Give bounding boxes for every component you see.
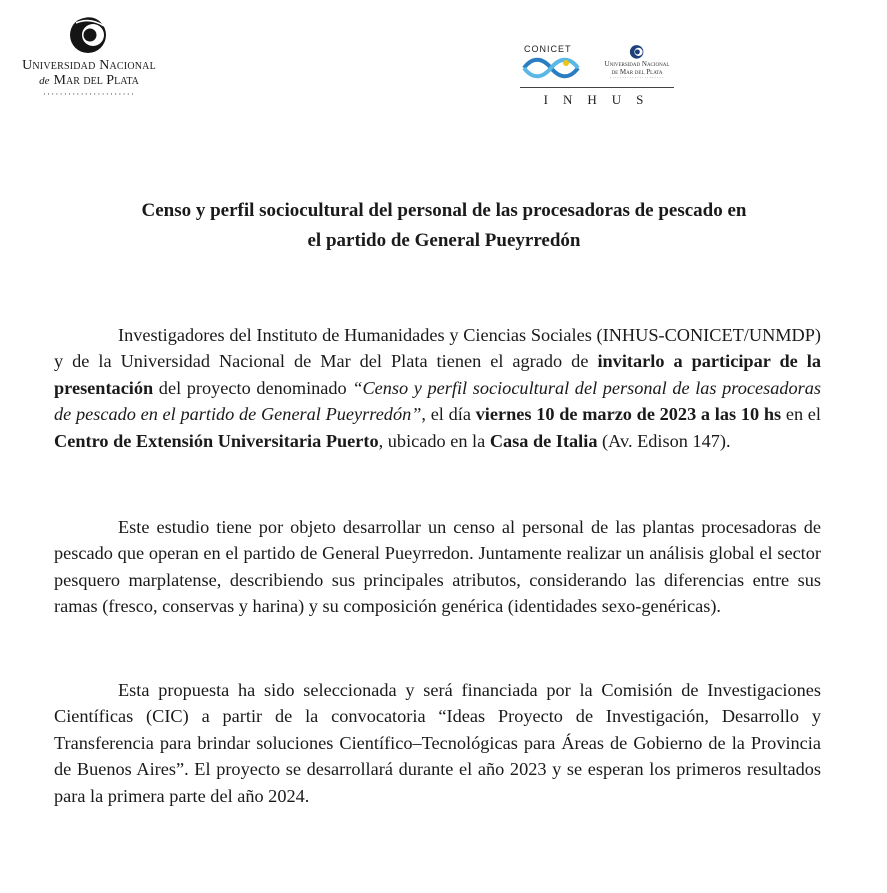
p1-text-1: Investigadores del Instituto de Humanidades y Ciencias Sociales (INHUS-CONICET/UNMDP) y de la Universidad Nacional de Mar del Plata tienen el agrado de — [54, 325, 821, 372]
p1-text-6: (Av. Edison 147). — [597, 430, 731, 451]
paragraph-objective — [54, 514, 821, 620]
unmdp-name-line1: Universidad Nacional — [22, 58, 156, 73]
document-title — [40, 196, 848, 256]
unmdp-name-line2 — [8, 73, 170, 89]
p1-bold-date: viernes 10 de marzo de 2023 a las 10 hs — [475, 404, 782, 425]
mini-unmdp-logo — [596, 44, 678, 81]
mini-unmdp-emblem-icon — [629, 44, 645, 59]
unmdp-name-de: de — [39, 75, 50, 87]
p1-project-name: “Censo y perfil sociocultural del personal de las procesadoras de pescado en el partido de General Pueyrredón” — [54, 377, 822, 425]
p1-text-3: , el día — [421, 404, 476, 425]
unmdp-logo — [8, 14, 170, 98]
p1-text-4: en el — [781, 404, 822, 425]
unmdp-emblem-icon — [68, 14, 110, 54]
title-line1: Censo y perfil sociocultural del personal de las procesadoras de pescado en — [141, 200, 747, 221]
p3-text: Esta propuesta ha sido seleccionada y será financiada por la Comisión de Investigaciones Científicas (CIC) a partir de la convocatoria “Ideas Proyecto de Investigación, Desarrollo y Transferencia para brindar soluciones Científico–Tecnológicas para Áreas de Gobierno de la Provincia de Buenos Aires”. El proyecto se desarrollará durante el año 2023 y se esperan los primeros resultados para la primera parte del año 2024. — [54, 680, 821, 806]
p1-text-5: , ubicado en la — [378, 430, 490, 451]
paragraph-funding — [54, 677, 821, 809]
unmdp-name-mdp: Mar del Plata — [53, 73, 139, 88]
mini-unmdp-line2: de Mar del Plata — [611, 68, 663, 76]
conicet-emblem-icon — [522, 55, 580, 81]
inhus-logo-block — [520, 44, 678, 110]
mini-unmdp-line1: Universidad Nacional — [604, 60, 670, 68]
mini-unmdp-dots: ······················ — [609, 76, 665, 81]
paragraph-invitation — [54, 322, 821, 454]
p2-text: Este estudio tiene por objeto desarrollar un censo al personal de las plantas procesadoras de pescado que operan en el partido de General Pueyrredon. Juntamente realizar un análisis global el sector pesquero marplatense, describiendo sus principales atributos, considerando las diferencias entre sus ramas (fresco, conservas y harina) y su composición genérica (identidades sexo-genéricas). — [54, 517, 821, 617]
title-line2: el partido de General Pueyrredón — [307, 230, 581, 251]
inhus-label: INHUS — [543, 92, 659, 107]
unmdp-dots: ······················ — [42, 89, 136, 99]
inhus-divider — [520, 87, 674, 88]
conicet-label: CONICET — [524, 44, 572, 54]
p1-bold-invitation: invitarlo a participar de la presentación — [54, 351, 821, 398]
p1-bold-venue: Centro de Extensión Universitaria Puerto — [54, 430, 379, 451]
p1-text-2: del proyecto denominado — [153, 377, 353, 398]
p1-bold-casa-italia: Casa de Italia — [489, 430, 598, 451]
